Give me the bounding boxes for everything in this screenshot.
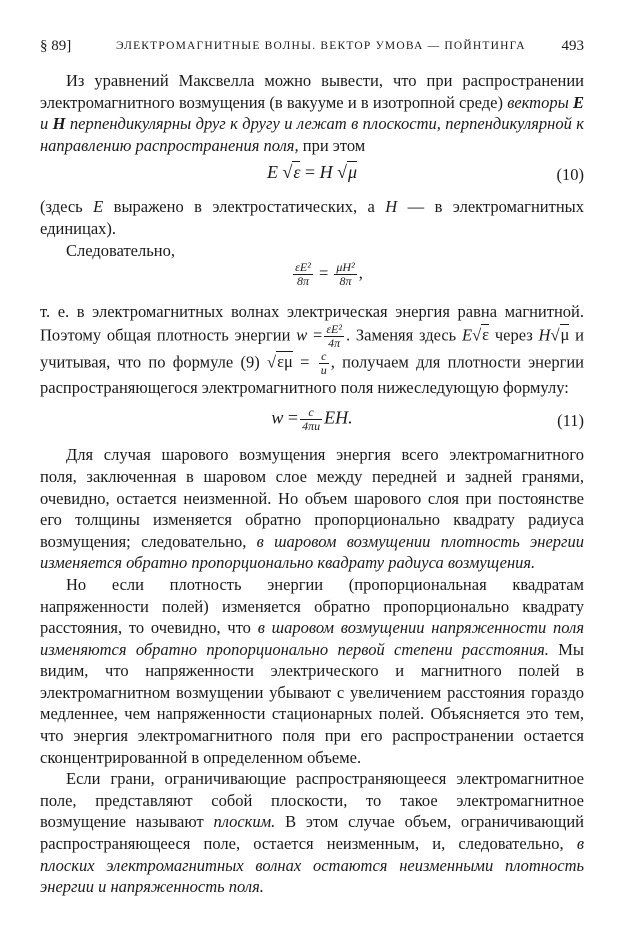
frac-electric-den: 8π — [296, 274, 309, 289]
p5-text: Для случая шарового возмущения энергия всего электромагнитного поля, заключенная в шаровом слое между передней и задней гранями, очевидно, остается неизменной. Но объем шарового слоя при постоянстве его толщины изменяется обратно пропорционально квадрату радиуса возмущения; следовательно, — [40, 445, 584, 551]
eq10-h: H — [319, 162, 333, 183]
eq11-eh: EH. — [324, 407, 353, 428]
p4-e-tail: , получаем для плотности энергии распространяющегося электромагнитного поля нижеследующую формулу: — [40, 352, 584, 397]
page-body — [40, 70, 584, 898]
frac-c-num: c — [319, 350, 329, 364]
frac-total-energy — [324, 323, 344, 350]
running-title: ЭЛЕКТРОМАГНИТНЫЕ ВОЛНЫ. ВЕКТОР УМОВА — ПОЙНТИНГА — [116, 40, 526, 52]
p2-h: H — [385, 197, 398, 217]
p6-text2: Мы видим, что напряженности электрического и магнитного полей в электромагнитном возмущении убывают с увеличением расстояния гораздо медленнее, чем напряженности стационарных полей. Объясняется это тем, что энергия электромагнитного поля при его распространении остается сконцентрированной в определенном объеме. — [40, 639, 584, 767]
eq10-mu: μ — [347, 162, 358, 183]
equation-10-body — [40, 162, 584, 184]
paragraph-4 — [40, 301, 584, 398]
p5-italic: в шаровом возмущении плотность энергии изменяется обратно пропорционально квадрату радиуса возмущения. — [40, 531, 584, 573]
vector-e: E — [573, 92, 585, 112]
p7-text1: Если грани, ограничивающие распространяющееся электромагнитное поле, представляют собой плоскости, то такое электромагнитное возмущение называют — [40, 769, 584, 832]
p4-w: w — [296, 325, 308, 345]
p1-text-end: при этом — [298, 135, 366, 155]
page-number: 493 — [561, 38, 584, 54]
equation-10 — [40, 156, 584, 196]
p7-text2: В этом случае объем, ограничивающий распространяющееся поле, остается неизменным, и, следовательно, — [40, 812, 585, 854]
paragraph-5 — [40, 444, 584, 574]
paragraph-3: Следовательно, — [66, 240, 175, 260]
p4-b: . Заменяя здесь — [345, 325, 462, 345]
paragraph-2 — [40, 196, 584, 239]
energy-comma: , — [358, 263, 363, 283]
frac-magnetic-den: 8π — [339, 274, 352, 289]
running-header — [40, 38, 584, 60]
p4-mu: μ — [560, 325, 570, 345]
p7-italic2: в плоских электромагнитных волнах остаются неизменными плотность энергии и напряженность поля. — [40, 834, 584, 897]
frac-electric-num: εE² — [295, 260, 311, 275]
frac-u-den: u — [320, 362, 327, 377]
p1-text: Из уравнений Максвелла можно вывести, что при распространении электромагнитного возмущения (в вакууме и в изотропной среде) — [40, 71, 584, 112]
equation-energy — [40, 261, 584, 301]
p4-h: H — [538, 325, 551, 345]
energy-equals: = — [318, 263, 329, 283]
p6-text1: Но если плотность энергии (пропорциональная квадратам напряженности полей) изменяется обратно пропорционально квадрату расстояния, то очевидно, что — [40, 574, 584, 638]
p2-a: (здесь — [40, 197, 94, 217]
p1-italic-c: перпендикулярны друг к другу и лежат в плоскости, перпендикулярной к направлению распространения поля, — [40, 114, 584, 155]
paragraph-1 — [40, 70, 584, 156]
equation-11-body — [40, 406, 584, 433]
equation-11-number: (11) — [557, 411, 584, 431]
eq10-eps: ε — [293, 162, 301, 183]
vector-h: H — [52, 114, 66, 134]
eq11-w: w — [271, 407, 284, 428]
equation-11 — [40, 398, 584, 444]
p4-eps: ε — [482, 325, 490, 345]
p4-d: и учитывая, что по формуле (9) — [40, 325, 584, 372]
frac-electric — [293, 261, 313, 288]
p1-italic-a: векторы — [507, 92, 573, 112]
frac-total-den: 4π — [328, 335, 341, 350]
p4-eq2: = — [292, 352, 317, 372]
p4-c: через — [489, 325, 539, 345]
eq10-equals: = — [304, 162, 316, 183]
p2-e: E — [93, 197, 104, 217]
p7-italic1: плоским. — [213, 812, 276, 832]
paragraph-6 — [40, 574, 584, 768]
equation-10-number: (10) — [556, 165, 584, 185]
p6-italic: в шаровом возмущении напряженности поля изменяются обратно пропорционально первой степени расстояния. — [40, 618, 584, 659]
eq10-e: E — [266, 162, 278, 183]
p4-e: E — [461, 325, 473, 345]
p4-eq: = — [307, 325, 323, 345]
eq11-num: c — [300, 406, 322, 420]
sqrt-sign-icon: √ — [282, 162, 293, 183]
p4-a: т. е. в электромагнитных волнах электрическая энергия равна магнитной. Поэтому общая плотность энергии — [40, 302, 584, 345]
p4-epsmu: εμ — [277, 352, 293, 372]
frac-eq11 — [300, 406, 322, 433]
p1-italic-b: и — [40, 114, 53, 134]
paragraph-7 — [40, 768, 584, 898]
frac-total-num: εE² — [326, 321, 342, 336]
p2-c: — в электромагнитных единицах). — [40, 197, 584, 238]
p2-b: выражено в электростатических, а — [103, 197, 386, 217]
book-page — [40, 38, 584, 898]
eq11-den: 4πu — [302, 419, 321, 434]
section-number: § 89] — [40, 38, 72, 54]
sqrt-sign-icon: √ — [267, 352, 277, 372]
sqrt-sign-icon: √ — [550, 325, 560, 345]
eq11-equals: = — [283, 407, 299, 428]
sqrt-sign-icon: √ — [337, 162, 347, 183]
frac-magnetic-num: μH² — [336, 260, 355, 275]
frac-c-over-u — [319, 350, 329, 377]
sqrt-sign-icon: √ — [472, 325, 482, 345]
frac-magnetic — [334, 261, 356, 288]
